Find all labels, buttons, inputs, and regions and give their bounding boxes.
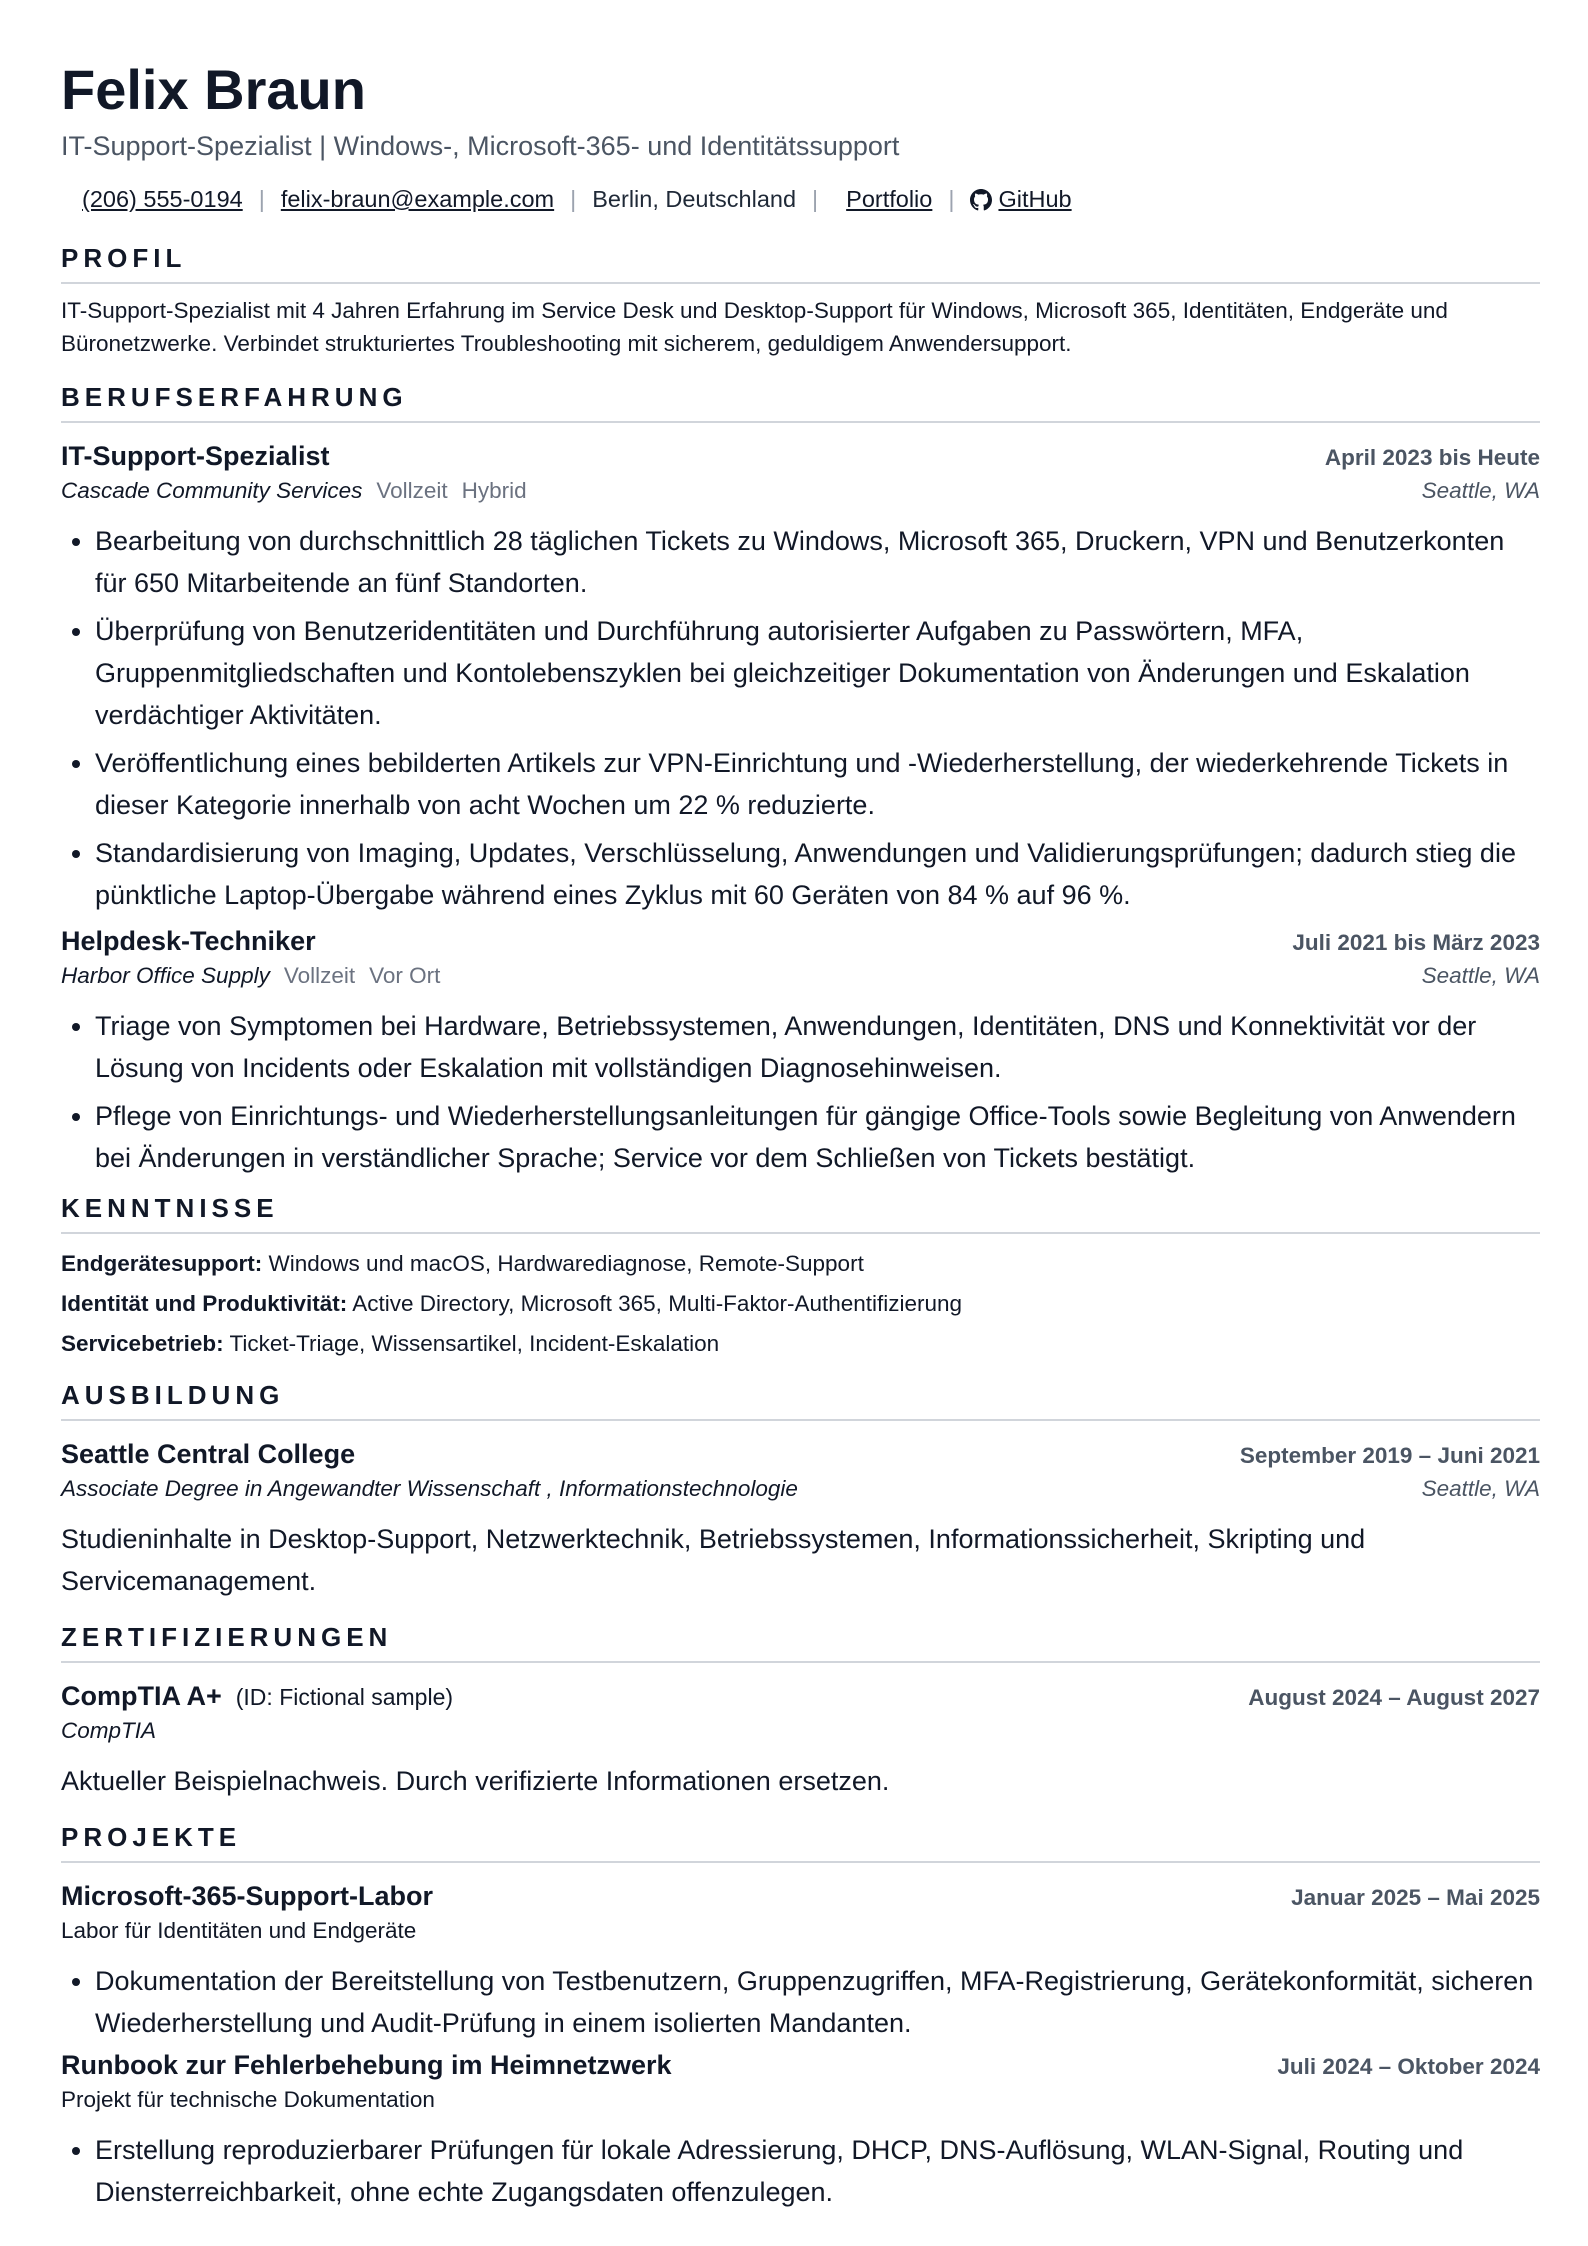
- skill-row: [61, 1324, 1540, 1364]
- certification-name: CompTIA A+: [61, 1681, 222, 1711]
- job-mode-tag: Vor Ort: [369, 963, 441, 988]
- separator: |: [258, 186, 265, 212]
- project-name: Microsoft-365-Support-Labor: [61, 1881, 434, 1911]
- job-entry: [61, 441, 1540, 916]
- education-date: September 2019 – Juni 2021: [1239, 1443, 1540, 1468]
- github-link-wrap[interactable]: [970, 186, 1071, 213]
- skill-label: Servicebetrieb:: [61, 1331, 224, 1356]
- separator: |: [570, 186, 577, 212]
- job-company: Cascade Community Services: [61, 478, 363, 503]
- job-mode-tag: Hybrid: [461, 478, 527, 503]
- job-bullets: [61, 1005, 1540, 1179]
- headline: IT-Support-Spezialist | Windows-, Microsoft-365- und Identitätssupport: [61, 131, 900, 161]
- project-subtitle: Projekt für technische Dokumentation: [61, 2087, 435, 2112]
- portfolio-link[interactable]: Portfolio: [846, 186, 933, 212]
- certification-id: (ID: Fictional sample): [235, 1684, 454, 1710]
- job-type-tag: Vollzeit: [376, 478, 448, 503]
- job-company: Harbor Office Supply: [61, 963, 270, 988]
- certifications-section: [61, 1622, 1540, 1802]
- section-title: BERUFSERFAHRUNG: [61, 382, 1540, 423]
- job-role: Helpdesk-Techniker: [61, 926, 316, 956]
- skill-value: Ticket-Triage, Wissensartikel, Incident-Eskalation: [229, 1331, 720, 1356]
- job-entry: [61, 926, 1540, 1179]
- education-section: [61, 1380, 1540, 1602]
- bullet-item: • Dokumentation der Bereitstellung von Testbenutzern, Gruppenzugriffen, MFA-Registrierung, Gerätekonformität, sicheren Wiederherstellung und Audit-Prüfung in einem isolierten Mandanten.: [95, 1960, 1540, 2044]
- bullet-item: • Triage von Symptomen bei Hardware, Betriebssystemen, Anwendungen, Identitäten, DNS und Konnektivität vor der Lösung von Incidents oder Eskalation mit vollständigen Diagnosehinweisen.: [95, 1005, 1540, 1089]
- email-link[interactable]: felix-braun@example.com: [280, 186, 555, 212]
- phone-link[interactable]: (206) 555-0194: [82, 186, 243, 212]
- projects-section: [61, 1822, 1540, 2213]
- candidate-name: Felix Braun: [61, 58, 366, 121]
- project-name: Runbook zur Fehlerbehebung im Heimnetzwerk: [61, 2050, 672, 2080]
- project-bullets: [61, 2129, 1540, 2213]
- skills-section: [61, 1193, 1540, 1364]
- separator: |: [948, 186, 955, 212]
- profile-section: [61, 243, 1540, 360]
- github-icon: [970, 189, 992, 211]
- section-title: AUSBILDUNG: [61, 1380, 1540, 1421]
- skill-label: Identität und Produktivität:: [61, 1291, 348, 1316]
- education-entry: [61, 1439, 1540, 1602]
- bullet-item: • Standardisierung von Imaging, Updates, Verschlüsselung, Anwendungen und Validierungsprüfungen; dadurch stieg die pünktliche Laptop-Übergabe während eines Zyklus mit 60 Geräten von 84 % auf 96 %.: [95, 832, 1540, 916]
- section-title: PROFIL: [61, 243, 1540, 284]
- education-text: Studieninhalte in Desktop-Support, Netzwerktechnik, Betriebssystemen, Informationssicherheit, Skripting und Servicemanagement.: [61, 1524, 1366, 1596]
- skill-row: [61, 1284, 1540, 1324]
- skill-value: Windows und macOS, Hardwarediagnose, Remote-Support: [268, 1251, 864, 1276]
- project-date: Januar 2025 – Mai 2025: [1291, 1885, 1540, 1910]
- job-bullets: [61, 520, 1540, 916]
- profile-text: IT-Support-Spezialist mit 4 Jahren Erfahrung im Service Desk und Desktop-Support für Windows, Microsoft 365, Identitäten, Endgeräte und Büronetzwerke. Verbindet strukturiertes Troubleshooting mit sicherem, geduldigem Anwendersupport.: [61, 298, 1448, 356]
- school-name: Seattle Central College: [61, 1439, 356, 1469]
- bullet-item: • Überprüfung von Benutzeridentitäten und Durchführung autorisierter Aufgaben zu Passwörtern, MFA, Gruppenmitgliedschaften und Kontolebenszyklen bei gleichzeitiger Dokumentation von Änderungen und Eskalation verdächtiger Aktivitäten.: [95, 610, 1540, 736]
- project-entry: [61, 2050, 1540, 2213]
- location-text: Berlin, Deutschland: [592, 186, 797, 212]
- skill-row: [61, 1244, 1540, 1284]
- bullet-item: • Bearbeitung von durchschnittlich 28 täglichen Tickets zu Windows, Microsoft 365, Druckern, VPN und Benutzerkonten für 650 Mitarbeitende an fünf Standorten.: [95, 520, 1540, 604]
- job-type-tag: Vollzeit: [283, 963, 356, 988]
- project-entry: [61, 1881, 1540, 2044]
- job-role: IT-Support-Spezialist: [61, 441, 330, 471]
- education-location: Seattle, WA: [1421, 1476, 1540, 1501]
- section-title: KENNTNISSE: [61, 1193, 1540, 1234]
- job-date: Juli 2021 bis März 2023: [1292, 930, 1540, 955]
- project-subtitle: Labor für Identitäten und Endgeräte: [61, 1918, 417, 1943]
- section-title: ZERTIFIZIERUNGEN: [61, 1622, 1540, 1663]
- section-title: PROJEKTE: [61, 1822, 1540, 1863]
- degree: Associate Degree in Angewandter Wissenschaft , Informationstechnologie: [61, 1476, 798, 1501]
- bullet-item: • Pflege von Einrichtungs- und Wiederherstellungsanleitungen für gängige Office-Tools sowie Begleitung von Anwendern bei Änderungen in verständlicher Sprache; Service vor dem Schließen von Tickets bestätigt.: [95, 1095, 1540, 1179]
- github-link[interactable]: GitHub: [998, 186, 1072, 212]
- project-bullets: [61, 1960, 1540, 2044]
- certification-entry: [61, 1681, 1540, 1802]
- certification-text: Aktueller Beispielnachweis. Durch verifizierte Informationen ersetzen.: [61, 1766, 890, 1796]
- bullet-item: • Veröffentlichung eines bebilderten Artikels zur VPN-Einrichtung und -Wiederherstellung, der wiederkehrende Tickets in dieser Kategorie innerhalb von acht Wochen um 22 % reduzierte.: [95, 742, 1540, 826]
- skill-value: Active Directory, Microsoft 365, Multi-Faktor-Authentifizierung: [352, 1291, 963, 1316]
- experience-section: [61, 382, 1540, 1179]
- job-location: Seattle, WA: [1421, 963, 1540, 988]
- contact-bar: [61, 186, 1540, 213]
- separator: |: [812, 186, 819, 212]
- job-location: Seattle, WA: [1421, 478, 1540, 503]
- project-date: Juli 2024 – Oktober 2024: [1277, 2054, 1540, 2079]
- certification-issuer: CompTIA: [61, 1718, 157, 1743]
- bullet-item: • Erstellung reproduzierbarer Prüfungen für lokale Adressierung, DHCP, DNS-Auflösung, WLAN-Signal, Routing und Diensterreichbarkeit, ohne echte Zugangsdaten offenzulegen.: [95, 2129, 1540, 2213]
- certification-date: August 2024 – August 2027: [1248, 1685, 1540, 1710]
- job-date: April 2023 bis Heute: [1324, 445, 1540, 470]
- skill-label: Endgerätesupport:: [61, 1251, 263, 1276]
